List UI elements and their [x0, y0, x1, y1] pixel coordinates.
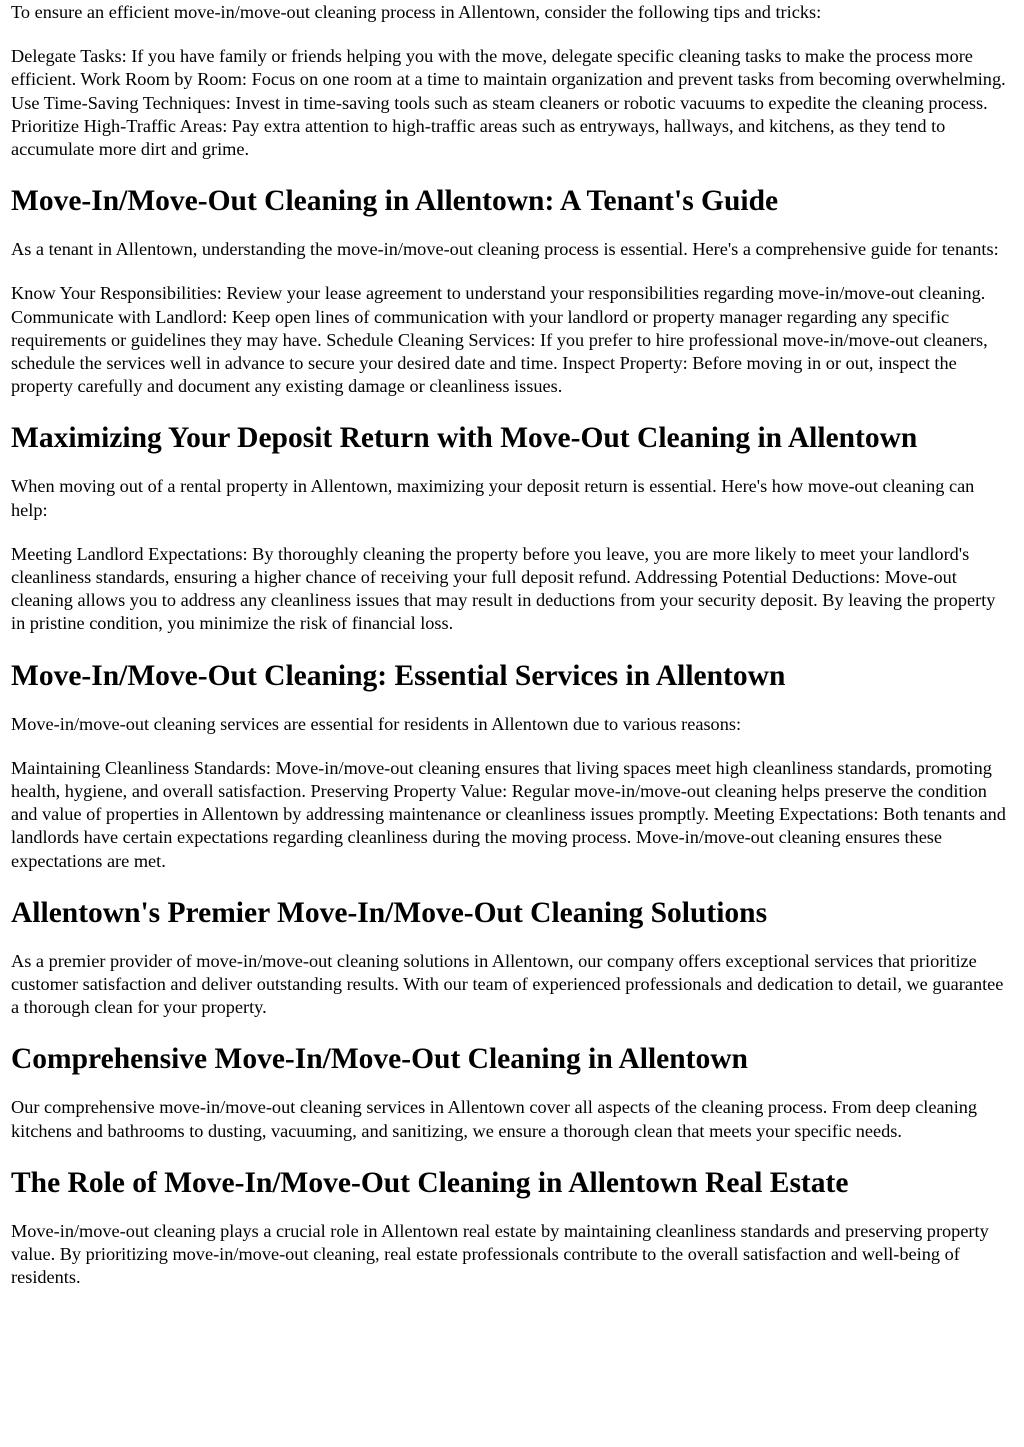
section-paragraph: Move-in/move-out cleaning services are essential for residents in Allentown due to various reasons: — [11, 713, 742, 734]
section-paragraph: As a tenant in Allentown, understanding the move-in/move-out cleaning process is essential. Here's a comprehensive guide for tenants: — [11, 239, 999, 260]
section-paragraph: When moving out of a rental property in Allentown, maximizing your deposit return is essential. Here's how move-out cleaning can help: — [11, 476, 975, 520]
section-heading-comprehensive-cleaning: Comprehensive Move-In/Move-Out Cleaning in Allentown — [11, 1043, 748, 1076]
section-heading-real-estate-role: The Role of Move-In/Move-Out Cleaning in Allentown Real Estate — [11, 1166, 849, 1199]
section-heading-premier-solutions: Allentown's Premier Move-In/Move-Out Cleaning Solutions — [11, 896, 768, 929]
section-heading-essential-services: Move-In/Move-Out Cleaning: Essential Services in Allentown — [11, 659, 786, 692]
section-paragraph: Know Your Responsibilities: Review your lease agreement to understand your responsibilities regarding move-in/move-out cleaning. Communicate with Landlord: Keep open lines of communication with your landlord or property manager regarding any specific requirements or guidelines they may have. Schedule Cleaning Services: If you prefer to hire professional move-in/move-out cleaners, schedule the services well in advance to secure your desired date and time. Inspect Property: Before moving in or out, inspect the property carefully and document any existing damage or cleanliness issues. — [11, 283, 988, 397]
section-heading-tenant-guide: Move-In/Move-Out Cleaning in Allentown: A Tenant's Guide — [11, 185, 779, 218]
intro-tips-paragraph: Delegate Tasks: If you have family or friends helping you with the move, delegate specific cleaning tasks to make the process more efficient. Work Room by Room: Focus on one room at a time to maintain organization and prevent tasks from becoming overwhelming. Use Time-Saving Techniques: Invest in time-saving tools such as steam cleaners or robotic vacuums to expedite the cleaning process. Prioritize High-Traffic Areas: Pay extra attention to high-traffic areas such as entryways, hallways, and kitchens, as they tend to accumulate more dirt and grime. — [11, 46, 1006, 160]
section-paragraph: Meeting Landlord Expectations: By thoroughly cleaning the property before you leave, you are more likely to meet your landlord's cleanliness standards, ensuring a higher chance of receiving your full deposit refund. Addressing Potential Deductions: Move-out cleaning allows you to address any cleanliness issues that may result in deductions from your security deposit. By leaving the property in pristine condition, you minimize the risk of financial loss. — [11, 543, 996, 634]
document-page — [0, 1, 1024, 1290]
section-paragraph: Maintaining Cleanliness Standards: Move-in/move-out cleaning ensures that living spaces meet high cleanliness standards, promoting health, hygiene, and overall satisfaction. Preserving Property Value: Regular move-in/move-out cleaning helps preserve the condition and value of properties in Allentown by addressing maintenance or cleanliness issues promptly. Meeting Expectations: Both tenants and landlords have certain expectations regarding cleanliness during the moving process. Move-in/move-out cleaning ensures these expectations are met. — [11, 757, 1006, 871]
section-paragraph: As a premier provider of move-in/move-out cleaning solutions in Allentown, our company offers exceptional services that prioritize customer satisfaction and deliver outstanding results. With our team of experienced professionals and dedication to detail, we guarantee a thorough clean for your property. — [11, 950, 1004, 1018]
section-paragraph: Move-in/move-out cleaning plays a crucial role in Allentown real estate by maintaining cleanliness standards and preserving property value. By prioritizing move-in/move-out cleaning, real estate professionals contribute to the overall satisfaction and well-being of residents. — [11, 1220, 989, 1288]
section-heading-deposit-return: Maximizing Your Deposit Return with Move-Out Cleaning in Allentown — [11, 422, 918, 455]
section-paragraph: Our comprehensive move-in/move-out cleaning services in Allentown cover all aspects of the cleaning process. From deep cleaning kitchens and bathrooms to dusting, vacuuming, and sanitizing, we ensure a thorough clean that meets your specific needs. — [11, 1097, 978, 1141]
intro-lead-paragraph: To ensure an efficient move-in/move-out cleaning process in Allentown, consider the following tips and tricks: — [11, 2, 822, 22]
